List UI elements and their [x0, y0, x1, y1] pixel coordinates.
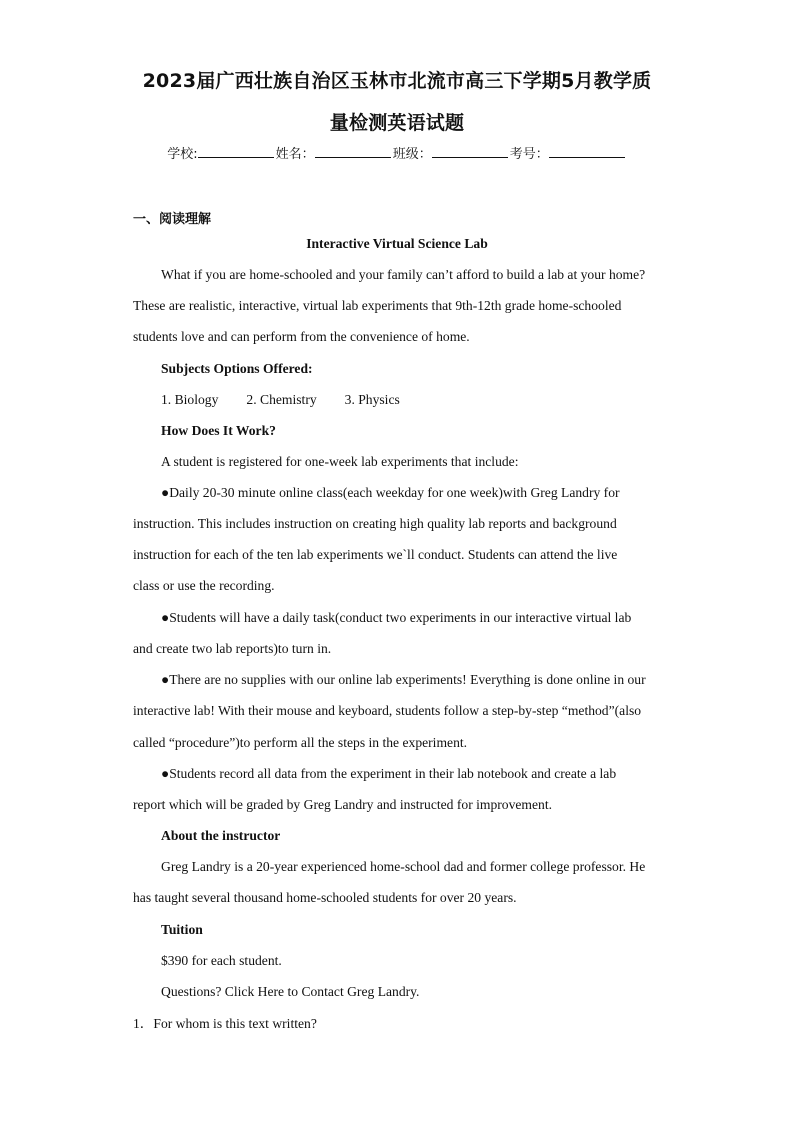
tuition-heading: Tuition — [161, 922, 203, 937]
instructor-line-2: has taught several thousand home-schooled students for over 20 years. — [133, 890, 517, 905]
exam-no-blank[interactable] — [549, 145, 625, 158]
bullet1-line-4: class or use the recording. — [133, 578, 275, 593]
subject-item: 1. Biology — [161, 392, 219, 407]
exam-title-line-2: 量检测英语试题 — [329, 112, 465, 134]
class-blank[interactable] — [432, 145, 508, 158]
class-label: 班级： — [392, 147, 432, 162]
question-1: 1．For whom is this text written? — [133, 1016, 317, 1031]
how-intro: A student is registered for one-week lab experiments that include: — [161, 454, 519, 469]
bullet1-line-3: instruction for each of the ten lab experiments we`ll conduct. Students can attend the live — [133, 547, 618, 562]
passage-title: Interactive Virtual Science Lab — [306, 236, 488, 251]
exam-title-line-1: 2023届广西壮族自治区玉林市北流市高三下学期5月教学质 — [142, 70, 652, 92]
name-blank[interactable] — [315, 145, 391, 158]
tuition-text: $390 for each student. — [161, 953, 282, 968]
bullet1-line-2: instruction. This includes instruction on creating high quality lab reports and background — [133, 516, 617, 531]
school-blank[interactable] — [198, 145, 274, 158]
subject-item: 2. Chemistry — [246, 392, 317, 407]
bullet3-line-3: called “procedure”)to perform all the steps in the experiment. — [133, 735, 468, 750]
intro-line-3: students love and can perform from the convenience of home. — [133, 329, 470, 344]
instructor-line-1: Greg Landry is a 20-year experienced home-school dad and former college professor. He — [161, 859, 646, 874]
how-heading: How Does It Work? — [161, 423, 276, 438]
instructor-heading: About the instructor — [161, 828, 281, 843]
bullet4-line-1: ●Students record all data from the experiment in their lab notebook and create a lab — [161, 766, 617, 781]
subjects-list — [161, 391, 701, 409]
subject-item: 3. Physics — [344, 392, 400, 407]
subjects-heading: Subjects Options Offered: — [161, 361, 313, 376]
section-heading: 一、阅读理解 — [133, 212, 212, 227]
bullet2-line-2: and create two lab reports)to turn in. — [133, 641, 332, 656]
bullet3-line-2: interactive lab! With their mouse and keyboard, students follow a step-by-step “method”(also — [133, 703, 642, 718]
name-label: 姓名： — [275, 147, 315, 162]
intro-line-1: What if you are home-schooled and your family can’t afford to build a lab at your home? — [161, 267, 646, 282]
contact-text: Questions? Click Here to Contact Greg Landry. — [161, 984, 420, 999]
bullet2-line-1: ●Students will have a daily task(conduct two experiments in our interactive virtual lab — [161, 610, 632, 625]
exam-no-label: 考号： — [509, 147, 549, 162]
school-label: 学校: — [167, 147, 198, 162]
bullet1-line-1: ●Daily 20-30 minute online class(each weekday for one week)with Greg Landry for — [161, 485, 620, 500]
bullet3-line-1: ●There are no supplies with our online lab experiments! Everything is done online in our — [161, 672, 646, 687]
student-info-row — [100, 145, 694, 164]
bullet4-line-2: report which will be graded by Greg Landry and instructed for improvement. — [133, 797, 553, 812]
intro-line-2: These are realistic, interactive, virtual lab experiments that 9th-12th grade home-schooled — [133, 298, 622, 313]
